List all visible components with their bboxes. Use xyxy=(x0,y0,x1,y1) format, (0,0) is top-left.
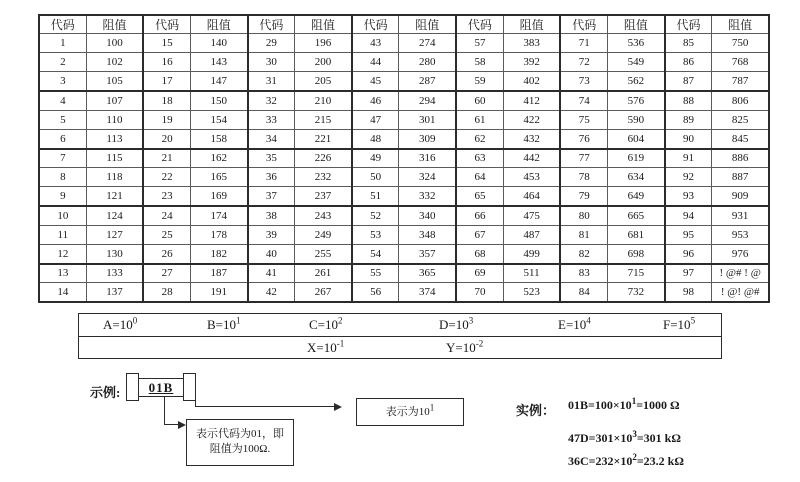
multiplier-item: $A=10^0$ xyxy=(103,315,138,332)
code-note-line1: 表示代码为01，即 xyxy=(196,428,284,440)
code-cell: 63 xyxy=(456,149,503,168)
column-header: 阻值 xyxy=(399,15,456,34)
code-cell: 32 xyxy=(248,91,295,110)
value-cell: 340 xyxy=(399,206,456,225)
code-cell: 41 xyxy=(248,264,295,283)
resistor-code-text: 01B xyxy=(148,380,174,395)
table-row xyxy=(39,34,769,53)
value-cell: 464 xyxy=(503,187,560,206)
code-cell: 96 xyxy=(665,244,712,263)
code-cell: 62 xyxy=(456,129,503,148)
value-cell: 154 xyxy=(190,110,247,129)
value-cell: 196 xyxy=(295,34,352,53)
code-cell: 88 xyxy=(665,91,712,110)
value-cell: 487 xyxy=(503,225,560,244)
value-cell: 309 xyxy=(399,129,456,148)
code-cell: 84 xyxy=(560,283,607,302)
value-cell: 294 xyxy=(399,91,456,110)
value-cell: 178 xyxy=(190,225,247,244)
code-cell: 51 xyxy=(352,187,399,206)
code-cell: 2 xyxy=(39,53,86,72)
code-cell: 29 xyxy=(248,34,295,53)
table-row xyxy=(39,149,769,168)
code-cell: 33 xyxy=(248,110,295,129)
value-cell: 931 xyxy=(712,206,769,225)
code-cell: 76 xyxy=(560,129,607,148)
value-cell: 887 xyxy=(712,168,769,187)
table-row xyxy=(39,206,769,225)
example-label: 示例: xyxy=(90,385,121,400)
table-row xyxy=(39,283,769,302)
code-cell: 14 xyxy=(39,283,86,302)
value-cell: 523 xyxy=(503,283,560,302)
code-cell: 13 xyxy=(39,264,86,283)
code-cell: 85 xyxy=(665,34,712,53)
value-cell: 232 xyxy=(295,168,352,187)
code-cell: 81 xyxy=(560,225,607,244)
value-cell: 133 xyxy=(86,264,143,283)
value-cell: 174 xyxy=(190,206,247,225)
value-cell: 806 xyxy=(712,91,769,110)
value-cell: 261 xyxy=(295,264,352,283)
multiplier-item: $E=10^4$ xyxy=(558,315,591,332)
column-header: 阻值 xyxy=(190,15,247,34)
multiplier-item: $D=10^3$ xyxy=(439,315,474,332)
multiplier-item: $B=10^1$ xyxy=(207,315,241,332)
code-cell: 70 xyxy=(456,283,503,302)
code-cell: 58 xyxy=(456,53,503,72)
value-cell: 536 xyxy=(608,34,665,53)
value-cell: 102 xyxy=(86,53,143,72)
code-cell: 20 xyxy=(143,129,190,148)
value-cell: 348 xyxy=(399,225,456,244)
value-cell: 332 xyxy=(399,187,456,206)
code-cell: 79 xyxy=(560,187,607,206)
code-cell: 92 xyxy=(665,168,712,187)
table-header-row xyxy=(39,15,769,34)
code-cell: 53 xyxy=(352,225,399,244)
value-cell: 750 xyxy=(712,34,769,53)
value-cell: 511 xyxy=(503,264,560,283)
value-cell: 383 xyxy=(503,34,560,53)
code-cell: 47 xyxy=(352,110,399,129)
code-cell: 39 xyxy=(248,225,295,244)
code-cell: 50 xyxy=(352,168,399,187)
value-cell: 130 xyxy=(86,244,143,263)
code-cell: 72 xyxy=(560,53,607,72)
connector-line-to-multiplier-box xyxy=(195,406,334,407)
code-cell: 52 xyxy=(352,206,399,225)
code-cell: 56 xyxy=(352,283,399,302)
value-cell: 422 xyxy=(503,110,560,129)
value-cell: 412 xyxy=(503,91,560,110)
code-cell: 42 xyxy=(248,283,295,302)
value-cell: 267 xyxy=(295,283,352,302)
value-cell: 365 xyxy=(399,264,456,283)
code-cell: 60 xyxy=(456,91,503,110)
value-cell: 453 xyxy=(503,168,560,187)
multiplier-note-sup: 1 xyxy=(429,402,435,413)
value-cell: 590 xyxy=(608,110,665,129)
value-cell: 316 xyxy=(399,149,456,168)
code-cell: 45 xyxy=(352,72,399,91)
code-cell: 26 xyxy=(143,244,190,263)
value-cell: 226 xyxy=(295,149,352,168)
resistance-code-table xyxy=(38,14,770,303)
code-cell: 16 xyxy=(143,53,190,72)
value-cell: 255 xyxy=(295,244,352,263)
value-cell: 162 xyxy=(190,149,247,168)
code-cell: 23 xyxy=(143,187,190,206)
value-cell: 604 xyxy=(608,129,665,148)
code-cell: 61 xyxy=(456,110,503,129)
code-cell: 83 xyxy=(560,264,607,283)
column-header: 代码 xyxy=(560,15,607,34)
code-cell: 5 xyxy=(39,110,86,129)
column-header: 代码 xyxy=(39,15,86,34)
value-cell: 374 xyxy=(399,283,456,302)
column-header: 代码 xyxy=(456,15,503,34)
code-cell: 94 xyxy=(665,206,712,225)
code-cell: 1 xyxy=(39,34,86,53)
value-cell: 287 xyxy=(399,72,456,91)
value-cell: 205 xyxy=(295,72,352,91)
value-cell: 221 xyxy=(295,129,352,148)
instance-formula: $01B=100\times 10^1=1000$ Ω xyxy=(568,396,680,412)
value-cell: 165 xyxy=(190,168,247,187)
column-header: 代码 xyxy=(352,15,399,34)
code-cell: 90 xyxy=(665,129,712,148)
value-cell: 976 xyxy=(712,244,769,263)
code-cell: 66 xyxy=(456,206,503,225)
code-cell: 18 xyxy=(143,91,190,110)
code-cell: 55 xyxy=(352,264,399,283)
value-cell: 249 xyxy=(295,225,352,244)
value-cell: 357 xyxy=(399,244,456,263)
code-cell: 4 xyxy=(39,91,86,110)
code-cell: 78 xyxy=(560,168,607,187)
multiplier-item: $C=10^2$ xyxy=(309,315,343,332)
column-header: 阻值 xyxy=(712,15,769,34)
column-header: 代码 xyxy=(665,15,712,34)
table-row xyxy=(39,244,769,263)
code-cell: 91 xyxy=(665,149,712,168)
value-cell: 158 xyxy=(190,129,247,148)
value-cell: 442 xyxy=(503,149,560,168)
value-cell: 121 xyxy=(86,187,143,206)
code-cell: 21 xyxy=(143,149,190,168)
value-cell: 115 xyxy=(86,149,143,168)
value-cell: 110 xyxy=(86,110,143,129)
value-cell: 191 xyxy=(190,283,247,302)
table-row xyxy=(39,187,769,206)
value-cell: 732 xyxy=(608,283,665,302)
code-cell: 27 xyxy=(143,264,190,283)
value-cell: 402 xyxy=(503,72,560,91)
value-cell: 137 xyxy=(86,283,143,302)
value-cell: 107 xyxy=(86,91,143,110)
code-cell: 11 xyxy=(39,225,86,244)
code-cell: 71 xyxy=(560,34,607,53)
value-cell: 825 xyxy=(712,110,769,129)
value-cell: 649 xyxy=(608,187,665,206)
code-cell: 82 xyxy=(560,244,607,263)
code-cell: 49 xyxy=(352,149,399,168)
value-cell: 768 xyxy=(712,53,769,72)
code-cell: 77 xyxy=(560,149,607,168)
value-cell: 200 xyxy=(295,53,352,72)
code-cell: 65 xyxy=(456,187,503,206)
value-cell: 619 xyxy=(608,149,665,168)
code-cell: 34 xyxy=(248,129,295,148)
instance-formula: $47D=301\times 10^3=301$ kΩ xyxy=(568,429,681,445)
multiplier-item: $F=10^5$ xyxy=(663,315,696,332)
code-cell: 67 xyxy=(456,225,503,244)
code-cell: 68 xyxy=(456,244,503,263)
code-cell: 19 xyxy=(143,110,190,129)
value-cell: 787 xyxy=(712,72,769,91)
value-cell: 274 xyxy=(399,34,456,53)
code-note-line2: 阻值为100Ω. xyxy=(209,443,271,455)
multiplier-row-1 xyxy=(79,314,721,337)
code-cell: 95 xyxy=(665,225,712,244)
code-cell: 64 xyxy=(456,168,503,187)
connector-line-down xyxy=(164,397,165,425)
value-cell: 124 xyxy=(86,206,143,225)
code-cell: 98 xyxy=(665,283,712,302)
value-cell: 499 xyxy=(503,244,560,263)
code-cell: 38 xyxy=(248,206,295,225)
value-cell: 105 xyxy=(86,72,143,91)
arrowhead-to-code-box xyxy=(178,421,186,429)
value-cell: 187 xyxy=(190,264,247,283)
table-row xyxy=(39,129,769,148)
value-cell: 886 xyxy=(712,149,769,168)
code-cell: 74 xyxy=(560,91,607,110)
value-cell: 210 xyxy=(295,91,352,110)
resistor-right-cap xyxy=(183,373,196,401)
value-cell: 634 xyxy=(608,168,665,187)
code-cell: 35 xyxy=(248,149,295,168)
value-cell: 113 xyxy=(86,129,143,148)
code-cell: 57 xyxy=(456,34,503,53)
table-row xyxy=(39,53,769,72)
code-cell: 87 xyxy=(665,72,712,91)
instance-formula: $36C=232\times 10^2=23.2$ kΩ xyxy=(568,452,684,468)
value-cell: 143 xyxy=(190,53,247,72)
table-row xyxy=(39,264,769,283)
value-cell: 432 xyxy=(503,129,560,148)
value-cell: 576 xyxy=(608,91,665,110)
code-cell: 75 xyxy=(560,110,607,129)
value-cell: 845 xyxy=(712,129,769,148)
value-cell: 280 xyxy=(399,53,456,72)
table-row xyxy=(39,225,769,244)
table-row xyxy=(39,110,769,129)
value-cell: 100 xyxy=(86,34,143,53)
column-header: 代码 xyxy=(248,15,295,34)
value-cell: 127 xyxy=(86,225,143,244)
code-cell: 6 xyxy=(39,129,86,148)
code-cell: 93 xyxy=(665,187,712,206)
value-cell: ! @# ! @ xyxy=(712,264,769,283)
code-cell: 8 xyxy=(39,168,86,187)
code-cell: 54 xyxy=(352,244,399,263)
multiplier-row-2 xyxy=(79,337,721,359)
instance-label: 实例： xyxy=(516,403,556,418)
code-cell: 15 xyxy=(143,34,190,53)
code-cell: 25 xyxy=(143,225,190,244)
value-cell: 243 xyxy=(295,206,352,225)
code-callout-box xyxy=(186,419,294,466)
value-cell: 698 xyxy=(608,244,665,263)
value-cell: 665 xyxy=(608,206,665,225)
table-body xyxy=(39,34,769,303)
value-cell: 301 xyxy=(399,110,456,129)
code-cell: 43 xyxy=(352,34,399,53)
value-cell: 681 xyxy=(608,225,665,244)
table-row xyxy=(39,72,769,91)
multiplier-note-text: 表示为10 xyxy=(385,406,430,418)
value-cell: 562 xyxy=(608,72,665,91)
code-cell: 80 xyxy=(560,206,607,225)
code-cell: 46 xyxy=(352,91,399,110)
code-cell: 22 xyxy=(143,168,190,187)
instance-section xyxy=(516,398,796,478)
value-cell: 140 xyxy=(190,34,247,53)
column-header: 阻值 xyxy=(503,15,560,34)
code-cell: 59 xyxy=(456,72,503,91)
table-row xyxy=(39,168,769,187)
code-cell: 48 xyxy=(352,129,399,148)
multiplier-callout-box xyxy=(356,398,464,426)
value-cell: 909 xyxy=(712,187,769,206)
code-cell: 17 xyxy=(143,72,190,91)
value-cell: 715 xyxy=(608,264,665,283)
code-cell: 44 xyxy=(352,53,399,72)
column-header: 阻值 xyxy=(608,15,665,34)
value-cell: 392 xyxy=(503,53,560,72)
code-cell: 10 xyxy=(39,206,86,225)
table-row xyxy=(39,91,769,110)
code-cell: 86 xyxy=(665,53,712,72)
code-cell: 3 xyxy=(39,72,86,91)
value-cell: 147 xyxy=(190,72,247,91)
code-cell: 69 xyxy=(456,264,503,283)
code-cell: 24 xyxy=(143,206,190,225)
value-cell: 475 xyxy=(503,206,560,225)
code-cell: 31 xyxy=(248,72,295,91)
arrowhead-to-multiplier-box xyxy=(334,403,342,411)
value-cell: 237 xyxy=(295,187,352,206)
multiplier-item: $Y=10^{-2}$ xyxy=(446,338,484,355)
column-header: 阻值 xyxy=(86,15,143,34)
column-header: 阻值 xyxy=(295,15,352,34)
multiplier-item: $X=10^{-1}$ xyxy=(307,338,345,355)
value-cell: 953 xyxy=(712,225,769,244)
value-cell: 118 xyxy=(86,168,143,187)
code-cell: 30 xyxy=(248,53,295,72)
connector-line-to-code-box xyxy=(164,424,178,425)
value-cell: 549 xyxy=(608,53,665,72)
value-cell: 150 xyxy=(190,91,247,110)
code-cell: 40 xyxy=(248,244,295,263)
multiplier-legend xyxy=(78,313,722,359)
code-cell: 37 xyxy=(248,187,295,206)
resistor-symbol xyxy=(138,378,184,397)
code-cell: 7 xyxy=(39,149,86,168)
code-cell: 89 xyxy=(665,110,712,129)
code-cell: 73 xyxy=(560,72,607,91)
code-cell: 97 xyxy=(665,264,712,283)
code-cell: 12 xyxy=(39,244,86,263)
value-cell: ! @! @# xyxy=(712,283,769,302)
column-header: 代码 xyxy=(143,15,190,34)
code-cell: 36 xyxy=(248,168,295,187)
value-cell: 324 xyxy=(399,168,456,187)
code-cell: 28 xyxy=(143,283,190,302)
value-cell: 215 xyxy=(295,110,352,129)
value-cell: 169 xyxy=(190,187,247,206)
code-cell: 9 xyxy=(39,187,86,206)
value-cell: 182 xyxy=(190,244,247,263)
